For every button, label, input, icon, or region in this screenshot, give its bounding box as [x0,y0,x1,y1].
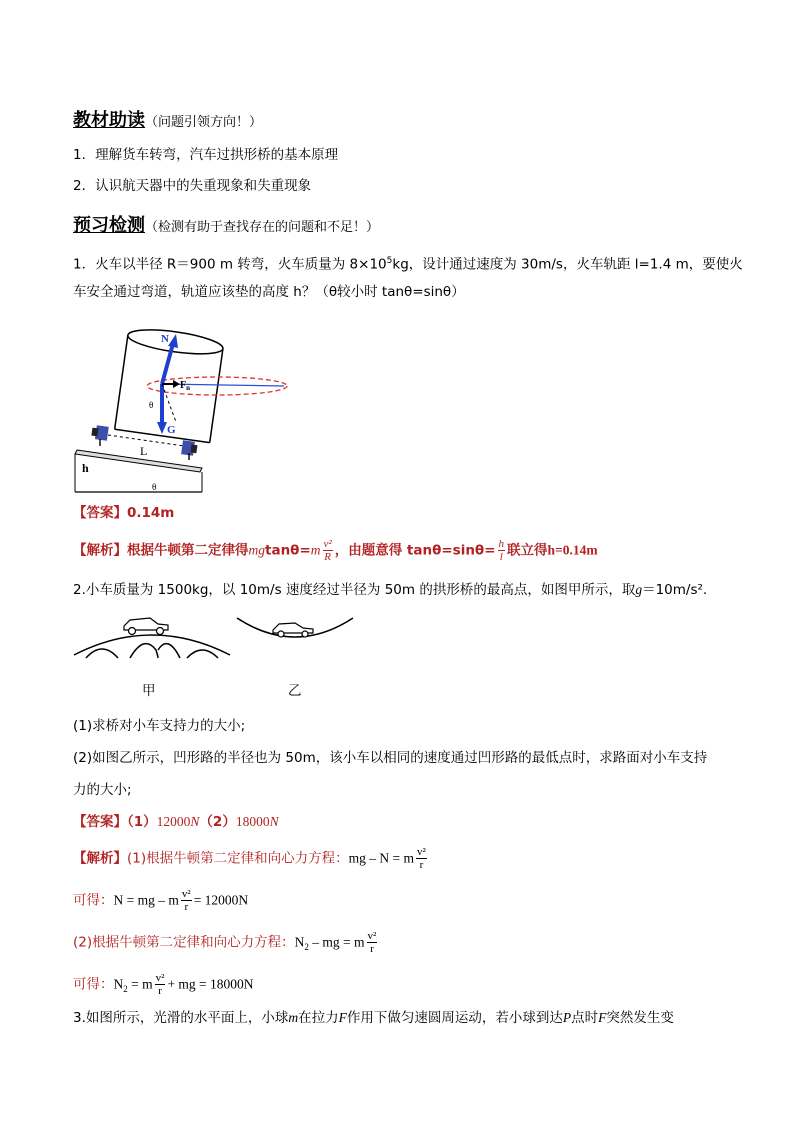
analysis-text: ，由题意得 tanθ=sinθ= [334,542,496,559]
label-theta: θ [149,400,154,410]
heading-title: 预习检测 [73,215,145,236]
q1-text: 1．火车以半径 R＝900 m 转弯，火车质量为 8×10 [73,256,387,273]
q1-text: kg，设计通过速度为 30m/s，火车轨距 l=1.4 m，要使火 [392,256,743,273]
arch-bridge-figure [72,610,232,660]
q2-analysis-result2: 可得：$N_2 = m$ $\frac{\text{v²}}{r}$ + mg = 18000N [73,972,254,997]
label-h: h [82,461,89,475]
q2-sub2-line2: 力的大小; [73,782,132,798]
answer-label: 【答案】 [73,814,127,830]
heading-note: （检测有助于查找存在的问题和不足！） [145,220,380,235]
q2-intro [73,580,707,600]
q1-sup: 5 [386,256,393,266]
q2-text: ＝10m/s². [642,582,708,598]
label-jia: 甲 [142,683,156,699]
label-G: G [167,424,176,436]
q2-analysis-step2: (2)根据牛顿第二定律和向心力方程：$N_2$ – mg = m $\frac{\text{v²}}{r}$ [73,930,377,955]
train-banked-track-figure [72,322,292,507]
section-heading-textbook-guide [73,106,262,132]
analysis-mg: mg [248,542,265,558]
fraction-v2-over-r: $\frac{\text{v²}}{r}$ [155,972,165,997]
label-L: L [140,444,148,458]
answer-label: 【答案】 [73,505,127,521]
heading-title: 教材助读 [73,110,145,131]
fraction-h-over-l: $\frac{h}{l}$ [498,538,505,563]
analysis-label: 【解析】 [73,850,127,867]
label-Fn: $F_n$ [180,380,191,392]
equation: N = mg – m [113,892,179,908]
q2-text: 2.小车质量为 1500kg，以 10m/s 速度经过半径为 50m 的拱形桥的最高点，如图甲所示，取 [73,582,636,598]
q2-answer: 【答案】（1）12000N（2）18000N [73,814,279,830]
concave-road-figure [235,612,355,642]
q1-line1 [73,251,743,275]
fraction-v2-over-R: $\frac{\text{v²}}{R}$ [323,538,332,563]
fraction-v2-over-r: $\frac{\text{v²}}{r}$ [181,888,191,913]
q2-sub1: (1)求桥对小车支持力的大小; [73,718,246,734]
q2-analysis-step1: 【解析】(1)根据牛顿第二定律和向心力方程：mg – N = m $\frac{\text{v²}}{r}$ [73,846,426,871]
q1-answer [73,503,174,523]
label-theta-ground: θ [152,482,157,492]
q1-line2: 车安全通过弯道，轨道应该垫的高度 h？（θ较小时 tanθ=sinθ） [73,284,465,300]
fraction-v2-over-r: $\frac{\text{v²}}{r}$ [367,930,377,955]
analysis-text: 联立得 [507,542,548,559]
q3-line1: 3.如图所示，光滑的水平面上，小球m在拉力F作用下做匀速圆周运动，若小球到达P点时F突然发生变 [73,1010,674,1026]
equation: – mg = m [308,934,365,950]
section-heading-preview-check [73,211,379,237]
analysis-text: 根据牛顿第二定律得 [127,542,249,559]
equation: mg – N = m [348,850,414,866]
analysis-text: tanθ= [265,542,311,559]
list-item: 1．理解货车转弯，汽车过拱形桥的基本原理 [73,147,339,163]
analysis-m: m [310,542,321,558]
analysis-label: 【解析】 [73,542,127,559]
q2-analysis-result1: 可得：N = mg – m $\frac{\text{v²}}{r}$ = 12000N [73,888,249,913]
q2-g: g [635,582,643,597]
list-item: 2．认识航天器中的失重现象和失重现象 [73,178,312,194]
answer-value: 0.14m [127,505,175,521]
label-N: N [161,333,169,345]
fraction-v2-over-r: $\frac{\text{v²}}{r}$ [417,846,426,871]
label-yi: 乙 [288,683,302,699]
equation: = m [127,976,153,992]
heading-note: （问题引领方向！） [145,115,263,130]
q2-sub2-line1: (2)如图乙所示，凹形路的半径也为 50m，该小车以相同的速度通过凹形路的最低点时，求路面对小车支持 [73,750,708,766]
analysis-result: h=0.14m [547,542,598,558]
q1-analysis [73,538,598,563]
